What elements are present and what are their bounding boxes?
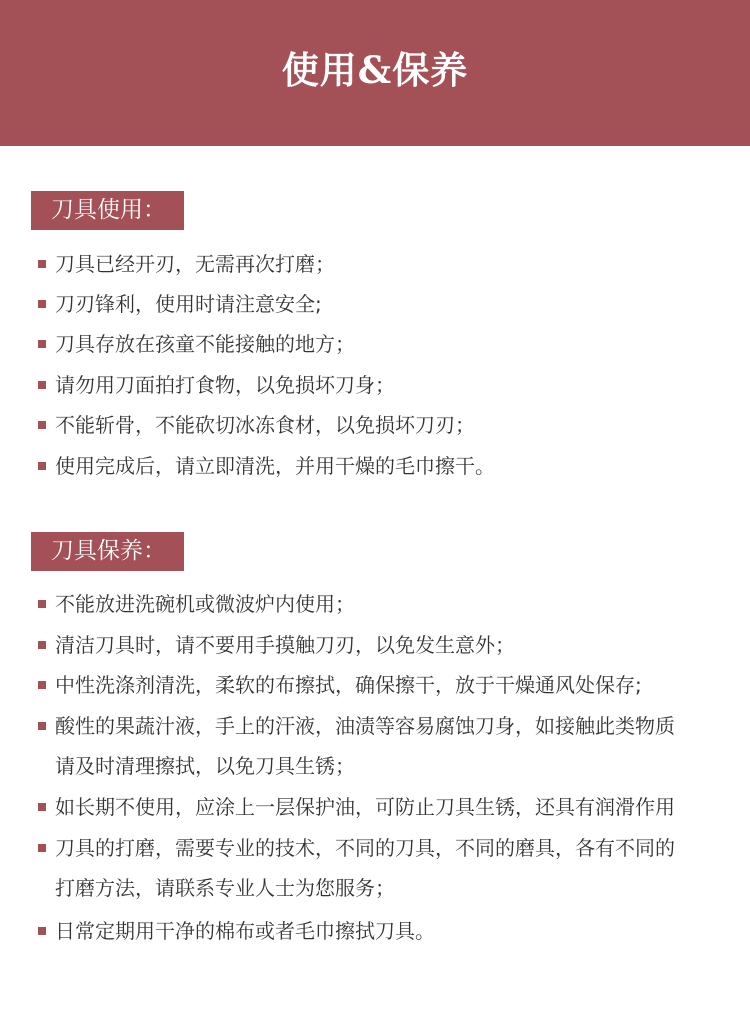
- square-bullet-icon: [38, 340, 46, 348]
- usage-item-text: 使用完成后，请立即清洗，并用干燥的毛巾擦干。: [55, 454, 495, 478]
- square-bullet-icon: [38, 381, 46, 389]
- care-item-text: 如长期不使用，应涂上一层保护油，可防止刀具生锈，还具有润滑作用: [55, 795, 675, 819]
- care-item-text: 不能放进洗碗机或微波炉内使用；: [55, 592, 355, 616]
- usage-item-text: 刀具已经开刃，无需再次打磨；: [55, 252, 335, 276]
- care-item-text: 刀具的打磨，需要专业的技术，不同的刀具，不同的磨具，各有不同的: [55, 836, 675, 860]
- square-bullet-icon: [38, 844, 46, 852]
- page-title: 使用&保养: [281, 48, 469, 92]
- square-bullet-icon: [38, 462, 46, 470]
- care-item-continuation: 打磨方法，请联系专业人士为您服务；: [55, 876, 395, 900]
- square-bullet-icon: [38, 927, 46, 935]
- care-item-text: 日常定期用干净的棉布或者毛巾擦拭刀具。: [55, 919, 435, 943]
- square-bullet-icon: [38, 722, 46, 730]
- usage-item-text: 刀具存放在孩童不能接触的地方；: [55, 332, 355, 356]
- square-bullet-icon: [38, 260, 46, 268]
- usage-item-text: 不能斩骨，不能砍切冰冻食材，以免损坏刀刃；: [55, 413, 475, 437]
- usage-section-heading: 刀具使用：: [31, 191, 184, 230]
- square-bullet-icon: [38, 641, 46, 649]
- square-bullet-icon: [38, 600, 46, 608]
- square-bullet-icon: [38, 300, 46, 308]
- care-section-heading: 刀具保养：: [31, 532, 184, 571]
- square-bullet-icon: [38, 421, 46, 429]
- square-bullet-icon: [38, 681, 46, 689]
- usage-item-text: 请勿用刀面拍打食物，以免损坏刀身；: [55, 373, 395, 397]
- usage-item-text: 刀刃锋利，使用时请注意安全;: [55, 292, 322, 316]
- care-item-text: 中性洗涤剂清洗，柔软的布擦拭，确保擦干，放于干燥通风处保存;: [55, 673, 642, 697]
- care-item-text: 酸性的果蔬汁液，手上的汗液，油渍等容易腐蚀刀身，如接触此类物质: [55, 714, 675, 738]
- care-item-continuation: 请及时清理擦拭，以免刀具生锈；: [55, 754, 355, 778]
- header-banner: [0, 0, 750, 146]
- square-bullet-icon: [38, 803, 46, 811]
- care-item-text: 清洁刀具时，请不要用手摸触刀刃，以免发生意外；: [55, 633, 515, 657]
